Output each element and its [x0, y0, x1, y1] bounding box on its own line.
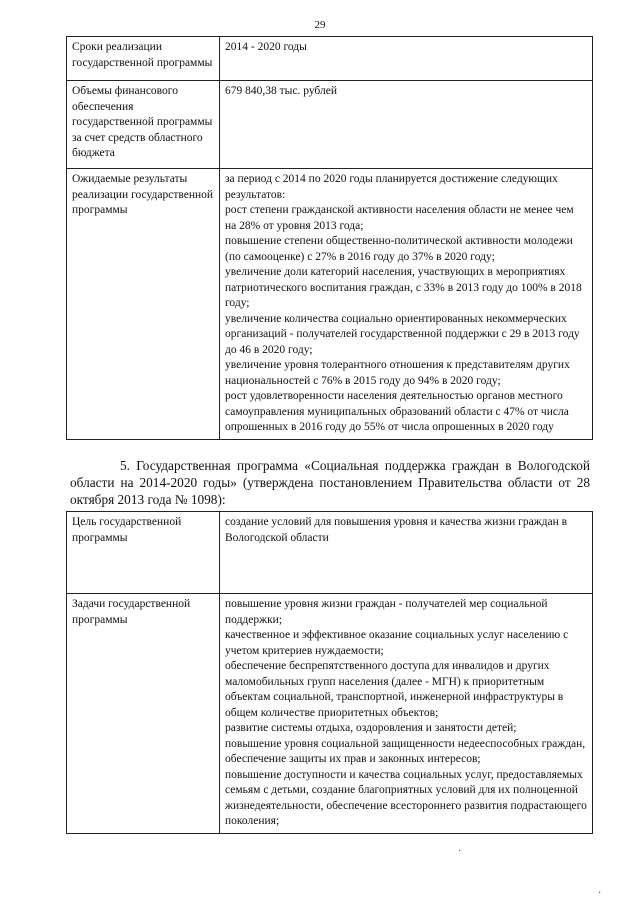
section-heading-text: 5. Государственная программа «Социальная поддержка граждан в Вологодской области на 2014-2020 годы» (утверждена постановлением Правительства области от 28 октября 2013 года № 1098): — [70, 458, 590, 507]
row-value — [220, 37, 593, 81]
value-item: увеличение доли категорий населения, участвующих в мероприятиях патриотического воспитания граждан, с 33% в 2013 году до 100% в 2018 году; — [225, 266, 582, 309]
value-item: увеличение уровня толерантного отношения к представителям других национальностей с 76% в 2015 году до 94% в 2020 году; — [225, 359, 570, 387]
row-value — [220, 81, 593, 169]
table-row — [67, 512, 593, 594]
row-label: Сроки реализации государственной программы — [67, 37, 220, 81]
value-item: повышение уровня жизни граждан - получателей мер социальной поддержки; — [225, 598, 548, 626]
value-item: повышение доступности и качества социальных услуг, предоставляемых семьям с детьми, создание благоприятных условий для их полноценной жизнедеятельности, обеспечение всестороннего развития подрастающего поколения; — [225, 768, 587, 827]
program-table-1 — [66, 36, 593, 440]
value-item: 679 840,38 тыс. рублей — [225, 85, 337, 97]
row-value — [220, 169, 593, 440]
scan-speck: · — [458, 846, 462, 857]
page-number: 29 — [314, 19, 326, 31]
section-heading — [70, 457, 590, 508]
row-label: Ожидаемые результаты реализации государственной программы — [67, 169, 220, 440]
value-item: повышение степени общественно-политической активности молодежи (по самооценке) с 27% в 2016 году до 37% в 2020 году; — [225, 235, 573, 263]
table-row — [67, 594, 593, 834]
scan-speck: · — [598, 888, 602, 899]
row-value — [220, 512, 593, 594]
value-item: за период с 2014 по 2020 годы планируется достижение следующих результатов: — [225, 173, 558, 201]
value-item: качественное и эффективное оказание социальных услуг населению с учетом критериев нуждаемости; — [225, 629, 569, 657]
value-item: обеспечение беспрепятственного доступа для инвалидов и других маломобильных групп населения (далее - МГН) к приоритетным объектам социальной, транспортной, инженерной инфраструктуры в общем количестве приоритетных объектов; — [225, 660, 564, 719]
value-item: рост удовлетворенности населения деятельностью органов местного самоуправления муниципальных образований области с 47% от числа опрошенных в 2016 году до 55% от числа опрошенных в 2020 году — [225, 390, 569, 433]
row-label: Задачи государственной программы — [67, 594, 220, 834]
value-item: рост степени гражданской активности населения области не менее чем на 28% от уровня 2013 года; — [225, 204, 574, 232]
value-item: развитие системы отдыха, оздоровления и занятости детей; — [225, 722, 517, 734]
program-table-2 — [66, 511, 593, 834]
table-row — [67, 81, 593, 169]
value-item: увеличение количества социально ориентированных некоммерческих организаций - получателей государственной поддержки с 29 в 2013 году до 46 в 2020 году; — [225, 312, 580, 356]
value-item: повышение уровня социальной защищенности недееспособных граждан, обеспечение защиты их прав и законных интересов; — [225, 737, 586, 765]
table-row — [67, 169, 593, 440]
value-item: создание условий для повышения уровня и качества жизни граждан в Вологодской области — [225, 516, 568, 544]
row-value — [220, 594, 593, 834]
row-label: Объемы финансового обеспечения государственной программы за счет средств областного бюджета — [67, 81, 220, 169]
value-item: 2014 - 2020 годы — [225, 41, 307, 53]
row-label: Цель государственной программы — [67, 512, 220, 594]
table-row — [67, 37, 593, 81]
